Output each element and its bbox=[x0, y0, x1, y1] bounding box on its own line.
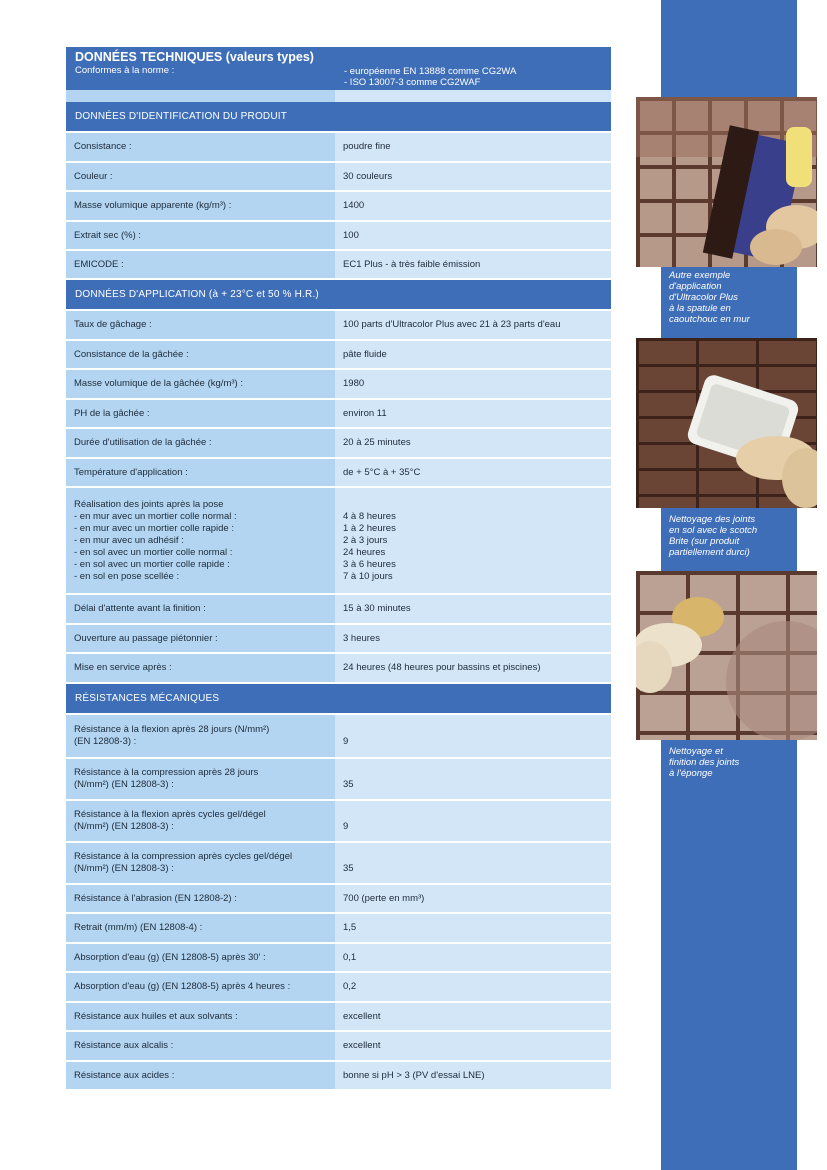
row-label-cell bbox=[66, 400, 335, 427]
row-label: Retrait (mm/m) (EN 12808-4) : bbox=[74, 922, 203, 933]
row-label: Taux de gâchage : bbox=[74, 319, 152, 330]
section-header bbox=[66, 684, 611, 715]
row-value: EC1 Plus - à très faible émission bbox=[343, 258, 481, 270]
row-value-cell bbox=[335, 341, 611, 368]
row-label: Ouverture au passage piétonnier : bbox=[74, 632, 218, 644]
section-title: DONNÉES D'IDENTIFICATION DU PRODUIT bbox=[75, 111, 288, 122]
table-row bbox=[66, 1032, 611, 1062]
table-row bbox=[66, 251, 611, 280]
row-value bbox=[343, 499, 603, 511]
sponge-finishing-image bbox=[636, 571, 817, 740]
table-row bbox=[66, 843, 611, 885]
photo-sponge-finishing bbox=[636, 571, 817, 740]
table-row bbox=[66, 192, 611, 222]
row-value: pâte fluide bbox=[343, 348, 387, 360]
wall-application-image bbox=[636, 97, 817, 267]
row-label-cell bbox=[66, 801, 335, 841]
section-title: RÉSISTANCES MÉCANIQUES bbox=[75, 693, 220, 704]
table-row bbox=[66, 459, 611, 488]
row-label: Consistance : bbox=[74, 141, 132, 152]
row-label-cell bbox=[66, 222, 335, 249]
row-value-cell bbox=[335, 801, 611, 841]
row-label-cell bbox=[66, 251, 335, 278]
row-value: 700 (perte en mm³) bbox=[343, 892, 425, 904]
table-row bbox=[66, 370, 611, 400]
row-label: (N/mm²) (EN 12808-3) : bbox=[74, 779, 174, 790]
row-label-cell bbox=[66, 192, 335, 220]
row-value: 0,2 bbox=[343, 981, 357, 992]
row-label: (N/mm²) (EN 12808-3) : bbox=[74, 863, 174, 874]
row-label: Couleur : bbox=[74, 170, 113, 182]
row-value: 24 heures (48 heures pour bassins et piscines) bbox=[343, 662, 541, 673]
row-value: environ 11 bbox=[343, 407, 387, 419]
row-label-cell bbox=[66, 429, 335, 457]
row-value: 3 heures bbox=[343, 632, 380, 644]
row-value-cell bbox=[335, 192, 611, 220]
row-label: Résistance à la compression après cycles gel/dégel bbox=[74, 851, 293, 862]
caption-3: Nettoyage et finition des joints à l'éponge bbox=[669, 746, 740, 779]
row-label: - en sol avec un mortier colle rapide : bbox=[74, 558, 230, 570]
row-label: - en sol en pose scellée : bbox=[74, 570, 180, 582]
row-value: 1980 bbox=[343, 378, 365, 389]
row-value-cell bbox=[335, 885, 611, 912]
row-value-cell bbox=[335, 488, 611, 593]
table-row bbox=[66, 1062, 611, 1091]
row-label: Résistance à la compression après 28 jours bbox=[74, 767, 259, 778]
row-label-cell bbox=[66, 1062, 335, 1089]
norm-intro: Conformes à la norme : bbox=[75, 65, 175, 76]
row-value-cell bbox=[335, 759, 611, 799]
row-label: Réalisation des joints après la pose bbox=[74, 498, 224, 510]
row-label: Résistance aux huiles et aux solvants : bbox=[74, 1010, 238, 1022]
row-label: Durée d'utilisation de la gâchée : bbox=[74, 437, 212, 448]
row-value: 30 couleurs bbox=[343, 170, 393, 182]
row-label-cell bbox=[66, 1003, 335, 1030]
row-label: - en mur avec un adhésif : bbox=[74, 534, 184, 546]
row-value: 4 à 8 heures bbox=[343, 510, 396, 522]
table-row bbox=[66, 654, 611, 684]
row-value-cell bbox=[335, 973, 611, 1001]
table-row bbox=[66, 625, 611, 654]
table-row bbox=[66, 133, 611, 163]
row-label: Résistance à la flexion après cycles gel/dégel bbox=[74, 809, 266, 820]
row-value: 9 bbox=[343, 821, 349, 832]
row-value-cell bbox=[335, 429, 611, 457]
row-label: Résistance aux acides : bbox=[74, 1069, 175, 1081]
row-label: EMICODE : bbox=[74, 258, 124, 270]
row-value: 100 bbox=[343, 229, 359, 241]
row-value-cell bbox=[335, 625, 611, 652]
row-label-cell bbox=[66, 595, 335, 623]
header-spacer bbox=[66, 90, 611, 102]
row-value: bonne si pH > 3 (PV d'essai LNE) bbox=[343, 1069, 485, 1081]
row-value-cell bbox=[335, 944, 611, 971]
row-label-cell bbox=[66, 133, 335, 161]
row-label-cell bbox=[66, 885, 335, 912]
row-value-cell bbox=[335, 843, 611, 883]
section-header bbox=[66, 280, 611, 311]
row-label: Mise en service après : bbox=[74, 662, 172, 673]
row-label: Extrait sec (%) : bbox=[74, 229, 142, 241]
row-label-cell bbox=[66, 654, 335, 682]
row-label-cell bbox=[66, 625, 335, 652]
row-label: Consistance de la gâchée : bbox=[74, 348, 189, 360]
row-label-cell bbox=[66, 341, 335, 368]
table-title: DONNÉES TECHNIQUES (valeurs types) bbox=[75, 50, 314, 64]
row-label: (N/mm²) (EN 12808-3) : bbox=[74, 821, 174, 832]
row-value: 24 heures bbox=[343, 546, 386, 558]
row-label: - en mur avec un mortier colle rapide : bbox=[74, 522, 234, 534]
row-value: 7 à 10 jours bbox=[343, 570, 393, 582]
row-label: Résistance à l'abrasion (EN 12808-2) : bbox=[74, 892, 237, 904]
row-value-cell bbox=[335, 311, 611, 339]
row-value-cell bbox=[335, 914, 611, 942]
photo-rubber-float-wall bbox=[636, 97, 817, 267]
floor-cleaning-image bbox=[636, 338, 817, 508]
row-value-cell bbox=[335, 654, 611, 682]
row-label: Masse volumique de la gâchée (kg/m³) : bbox=[74, 378, 243, 389]
norm-iso: - ISO 13007-3 comme CG2WAF bbox=[344, 77, 481, 88]
caption-2: Nettoyage des joints en sol avec le scotch Brite (sur produit partiellement durci) bbox=[669, 514, 758, 558]
caption-1: Autre exemple d'application d'Ultracolor Plus à la spatule en caoutchouc en mur bbox=[669, 270, 750, 325]
row-value: 0,1 bbox=[343, 951, 357, 963]
row-label: Résistance à la flexion après 28 jours (N/mm²) bbox=[74, 724, 270, 735]
row-value-cell bbox=[335, 251, 611, 278]
table-row bbox=[66, 429, 611, 459]
row-label-cell bbox=[66, 488, 335, 593]
technical-data-table bbox=[66, 47, 611, 1091]
row-value-cell bbox=[335, 222, 611, 249]
row-value-cell bbox=[335, 459, 611, 486]
section-title: DONNÉES D'APPLICATION (à + 23°C et 50 % H.R.) bbox=[75, 289, 319, 300]
row-label: (EN 12808-3) : bbox=[74, 736, 137, 747]
row-value: 2 à 3 jours bbox=[343, 534, 388, 546]
row-label-cell bbox=[66, 759, 335, 799]
table-row bbox=[66, 595, 611, 625]
row-value: 1,5 bbox=[343, 922, 357, 933]
row-value: excellent bbox=[343, 1040, 381, 1051]
section-header bbox=[66, 102, 611, 133]
table-row bbox=[66, 944, 611, 973]
table-row bbox=[66, 341, 611, 370]
row-value: de + 5°C à + 35°C bbox=[343, 466, 421, 478]
row-value: 3 à 6 heures bbox=[343, 558, 396, 570]
row-value-cell bbox=[335, 163, 611, 190]
row-label: Absorption d'eau (g) (EN 12808-5) après 30' : bbox=[74, 951, 266, 963]
table-row bbox=[66, 311, 611, 341]
table-sections bbox=[66, 102, 611, 1091]
row-label-cell bbox=[66, 914, 335, 942]
row-value: 1400 bbox=[343, 200, 365, 211]
table-row bbox=[66, 914, 611, 944]
row-value-cell bbox=[335, 400, 611, 427]
table-row bbox=[66, 885, 611, 914]
row-value: 100 parts d'Ultracolor Plus avec 21 à 23 parts d'eau bbox=[343, 319, 561, 330]
table-header bbox=[66, 47, 611, 90]
row-value-cell bbox=[335, 715, 611, 757]
row-label-cell bbox=[66, 715, 335, 757]
row-label-cell bbox=[66, 1032, 335, 1060]
row-label-cell bbox=[66, 973, 335, 1001]
row-value: 9 bbox=[343, 736, 349, 747]
table-row bbox=[66, 759, 611, 801]
row-label: Résistance aux alcalis : bbox=[74, 1040, 174, 1051]
row-label-cell bbox=[66, 944, 335, 971]
row-value: 15 à 30 minutes bbox=[343, 603, 411, 614]
row-value: excellent bbox=[343, 1010, 381, 1022]
table-row bbox=[66, 801, 611, 843]
row-value: 35 bbox=[343, 863, 354, 874]
row-value-cell bbox=[335, 1062, 611, 1089]
row-value-cell bbox=[335, 595, 611, 623]
row-value-cell bbox=[335, 1003, 611, 1030]
table-row bbox=[66, 973, 611, 1003]
row-value: 20 à 25 minutes bbox=[343, 437, 411, 448]
row-label-cell bbox=[66, 370, 335, 398]
row-label: Température d'application : bbox=[74, 466, 188, 478]
row-value: 1 à 2 heures bbox=[343, 522, 396, 534]
row-label: Masse volumique apparente (kg/m³) : bbox=[74, 200, 232, 211]
row-label-cell bbox=[66, 843, 335, 883]
row-value: 35 bbox=[343, 779, 354, 790]
row-label: - en mur avec un mortier colle normal : bbox=[74, 510, 237, 522]
row-label: Délai d'attente avant la finition : bbox=[74, 603, 206, 614]
row-label: PH de la gâchée : bbox=[74, 407, 150, 419]
row-value-cell bbox=[335, 1032, 611, 1060]
table-row bbox=[66, 400, 611, 429]
row-label: Absorption d'eau (g) (EN 12808-5) après 4 heures : bbox=[74, 981, 291, 992]
row-value: poudre fine bbox=[343, 141, 391, 152]
table-row bbox=[66, 715, 611, 759]
row-label-cell bbox=[66, 459, 335, 486]
table-row bbox=[66, 1003, 611, 1032]
row-value-cell bbox=[335, 370, 611, 398]
photo-scotch-brite-floor bbox=[636, 338, 817, 508]
row-label: - en sol avec un mortier colle normal : bbox=[74, 546, 233, 558]
row-value-cell bbox=[335, 133, 611, 161]
row-label-cell bbox=[66, 163, 335, 190]
row-label-cell bbox=[66, 311, 335, 339]
norm-en: - européenne EN 13888 comme CG2WA bbox=[344, 66, 517, 77]
table-row bbox=[66, 222, 611, 251]
table-row bbox=[66, 163, 611, 192]
table-row bbox=[66, 488, 611, 595]
